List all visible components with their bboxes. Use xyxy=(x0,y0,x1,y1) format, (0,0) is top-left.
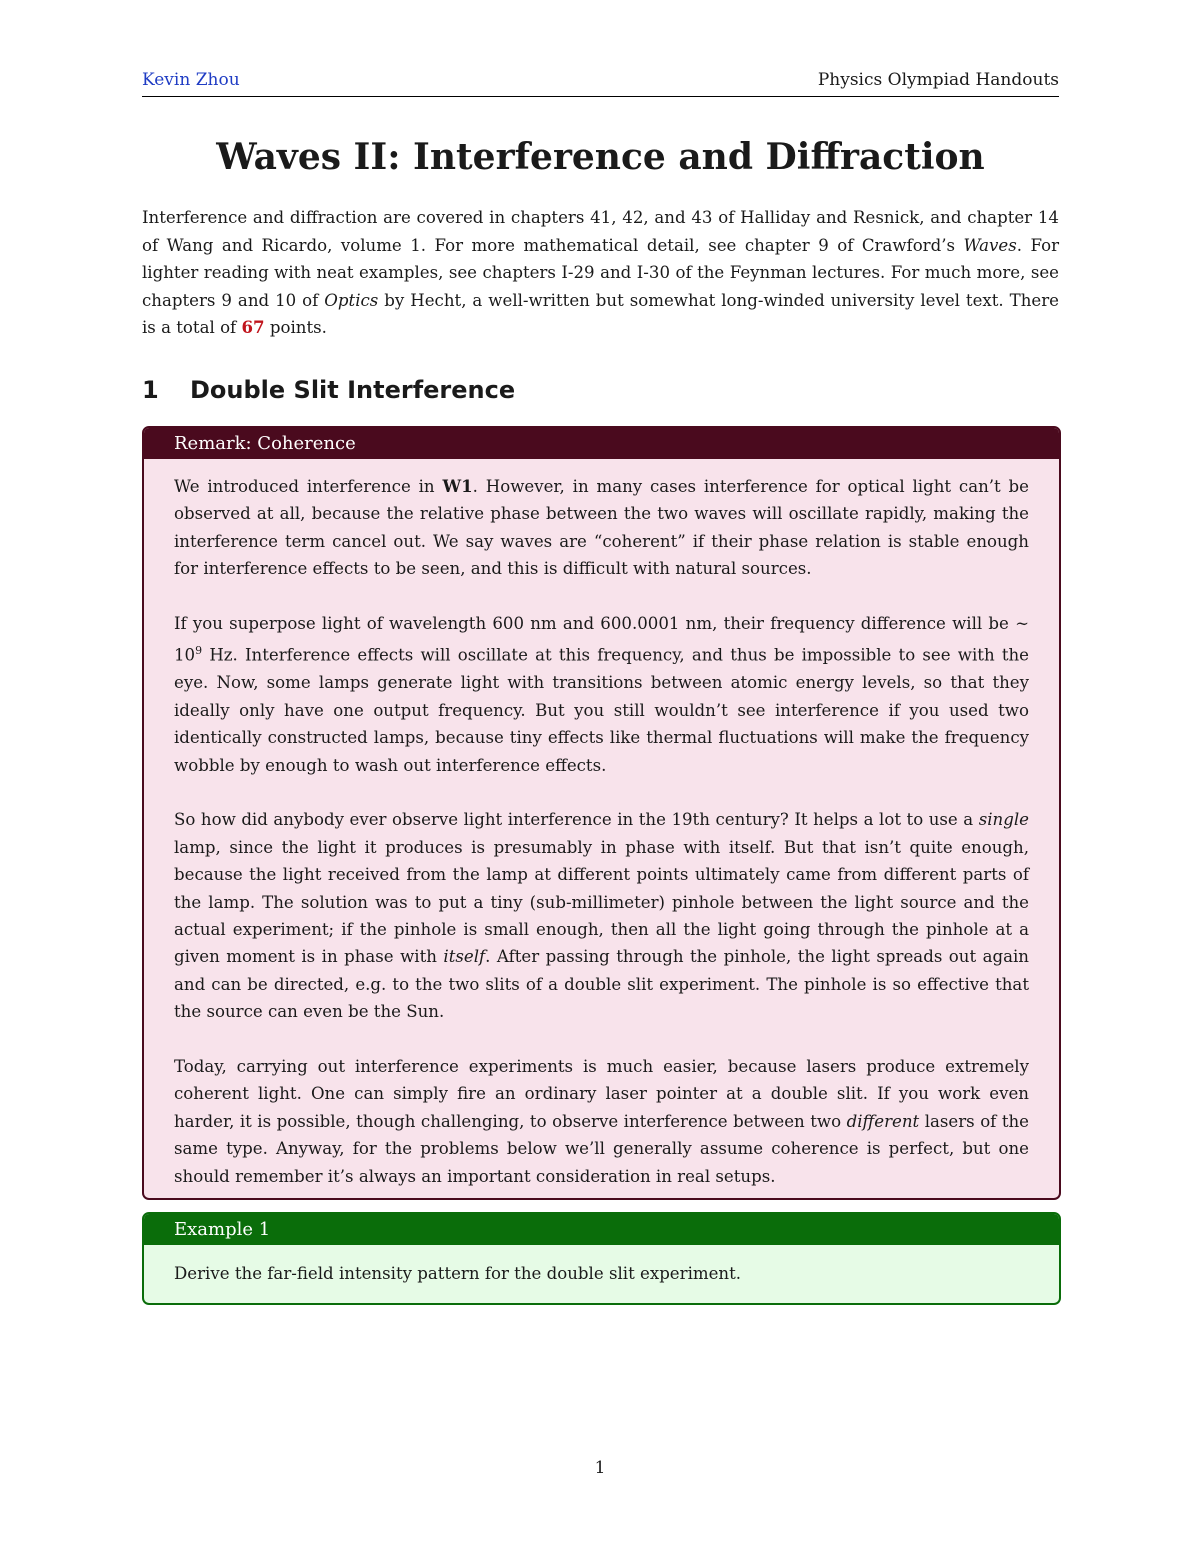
remark-paragraph-2 xyxy=(174,610,1029,779)
emphasis-itself: itself xyxy=(443,947,486,967)
ref-w1[interactable]: W1 xyxy=(442,476,473,496)
remark-body xyxy=(144,459,1059,1190)
remark-paragraph-3 xyxy=(174,806,1029,1025)
section-number: 1 xyxy=(142,376,159,404)
remark-p2-text-2: Hz. Interference effects will oscillate at this frequency, and thus be impossible to see with the eye. Now, some lamps generate light with transitions between atomic energy levels, so that they ideally only have one output frequency. But you still wouldn’t see interference if you used two identically constructed lamps, because tiny effects like thermal fluctuations will make the frequency wobble by enough to wash out interference effects. xyxy=(174,645,1029,775)
section-heading xyxy=(142,376,515,404)
example-body: Derive the far-field intensity pattern for the double slit experiment. xyxy=(174,1264,742,1283)
remark-p4-text: Today, carrying out interference experiments is much easier, because lasers produce extremely coherent light. One can simply fire an ordinary laser pointer at a double slit. If you work even harder, it is possible, though challenging, to observe interference between two xyxy=(174,1057,1029,1131)
book-waves: Waves xyxy=(963,235,1017,255)
remark-p4-text-2: lasers of the same type. Anyway, for the problems below we’ll generally assume coherence is perfect, but one should remember it’s always an important consideration in real setups. xyxy=(174,1111,1029,1186)
remark-box xyxy=(142,426,1061,1200)
remark-paragraph-4 xyxy=(174,1053,1029,1190)
book-optics: Optics xyxy=(324,290,379,310)
exponent: 9 xyxy=(195,644,203,658)
remark-heading: Remark: Coherence xyxy=(144,428,1059,459)
example-box xyxy=(142,1212,1061,1305)
remark-paragraph-1 xyxy=(174,473,1029,583)
intro-text-3: by Hecht, a well-written but somewhat long-winded university level text. There is a total of xyxy=(142,290,1060,338)
page-number: 1 xyxy=(594,1458,606,1478)
emphasis-different: different xyxy=(846,1111,920,1131)
intro-paragraph xyxy=(142,204,1059,342)
intro-text-4: points. xyxy=(264,318,327,338)
remark-p2-text: If you superpose light of wavelength 600 nm and 600.0001 nm, their frequency difference will be ∼ 10 xyxy=(174,614,1029,665)
remark-p1-text: We introduced interference in xyxy=(174,477,443,496)
remark-p3-text: So how did anybody ever observe light interference in the 19th century? It helps a lot to use a xyxy=(174,810,979,830)
author-link[interactable]: Kevin Zhou xyxy=(142,70,240,90)
emphasis-single: single xyxy=(978,810,1029,830)
intro-text-1: Interference and diffraction are covered in chapters 41, 42, and 43 of Halliday and Resnick, and chapter 14 of Wang and Ricardo, volume 1. For more mathematical detail, see chapter 9 of Crawford’s xyxy=(142,208,1059,255)
example-heading: Example 1 xyxy=(144,1214,1059,1245)
document-title: Waves II: Interference and Diffraction xyxy=(216,136,985,178)
series-title: Physics Olympiad Handouts xyxy=(817,70,1059,90)
total-points: 67 xyxy=(241,317,265,338)
intro-text-2: . For lighter reading with neat examples, see chapters I-29 and I-30 of the Feynman lectures. For much more, see chapters 9 and 10 of xyxy=(142,235,1060,310)
remark-p1-text-2: . However, in many cases interference for optical light can’t be observed at all, because the relative phase between the two waves will oscillate rapidly, making the interference term cancel out. We say waves are “coherent” if their phase relation is stable enough for interference effects to be seen, and this is difficult with natural sources. xyxy=(174,477,1029,579)
remark-p3-text-2: lamp, since the light it produces is presumably in phase with itself. But that isn’t quite enough, because the light received from the lamp at different points ultimately came from different parts of the lamp. The solution was to put a tiny (sub-millimeter) pinhole between the light source and the actual experiment; if the pinhole is small enough, then all the light going through the pinhole at a given moment is in phase with xyxy=(174,837,1029,967)
running-header xyxy=(142,70,1059,97)
remark-p3-text-3: . After passing through the pinhole, the light spreads out again and can be directed, e.g. to the two slits of a double slit experiment. The pinhole is so effective that the source can even be the Sun. xyxy=(174,947,1029,1022)
section-title: Double Slit Interference xyxy=(190,376,516,404)
